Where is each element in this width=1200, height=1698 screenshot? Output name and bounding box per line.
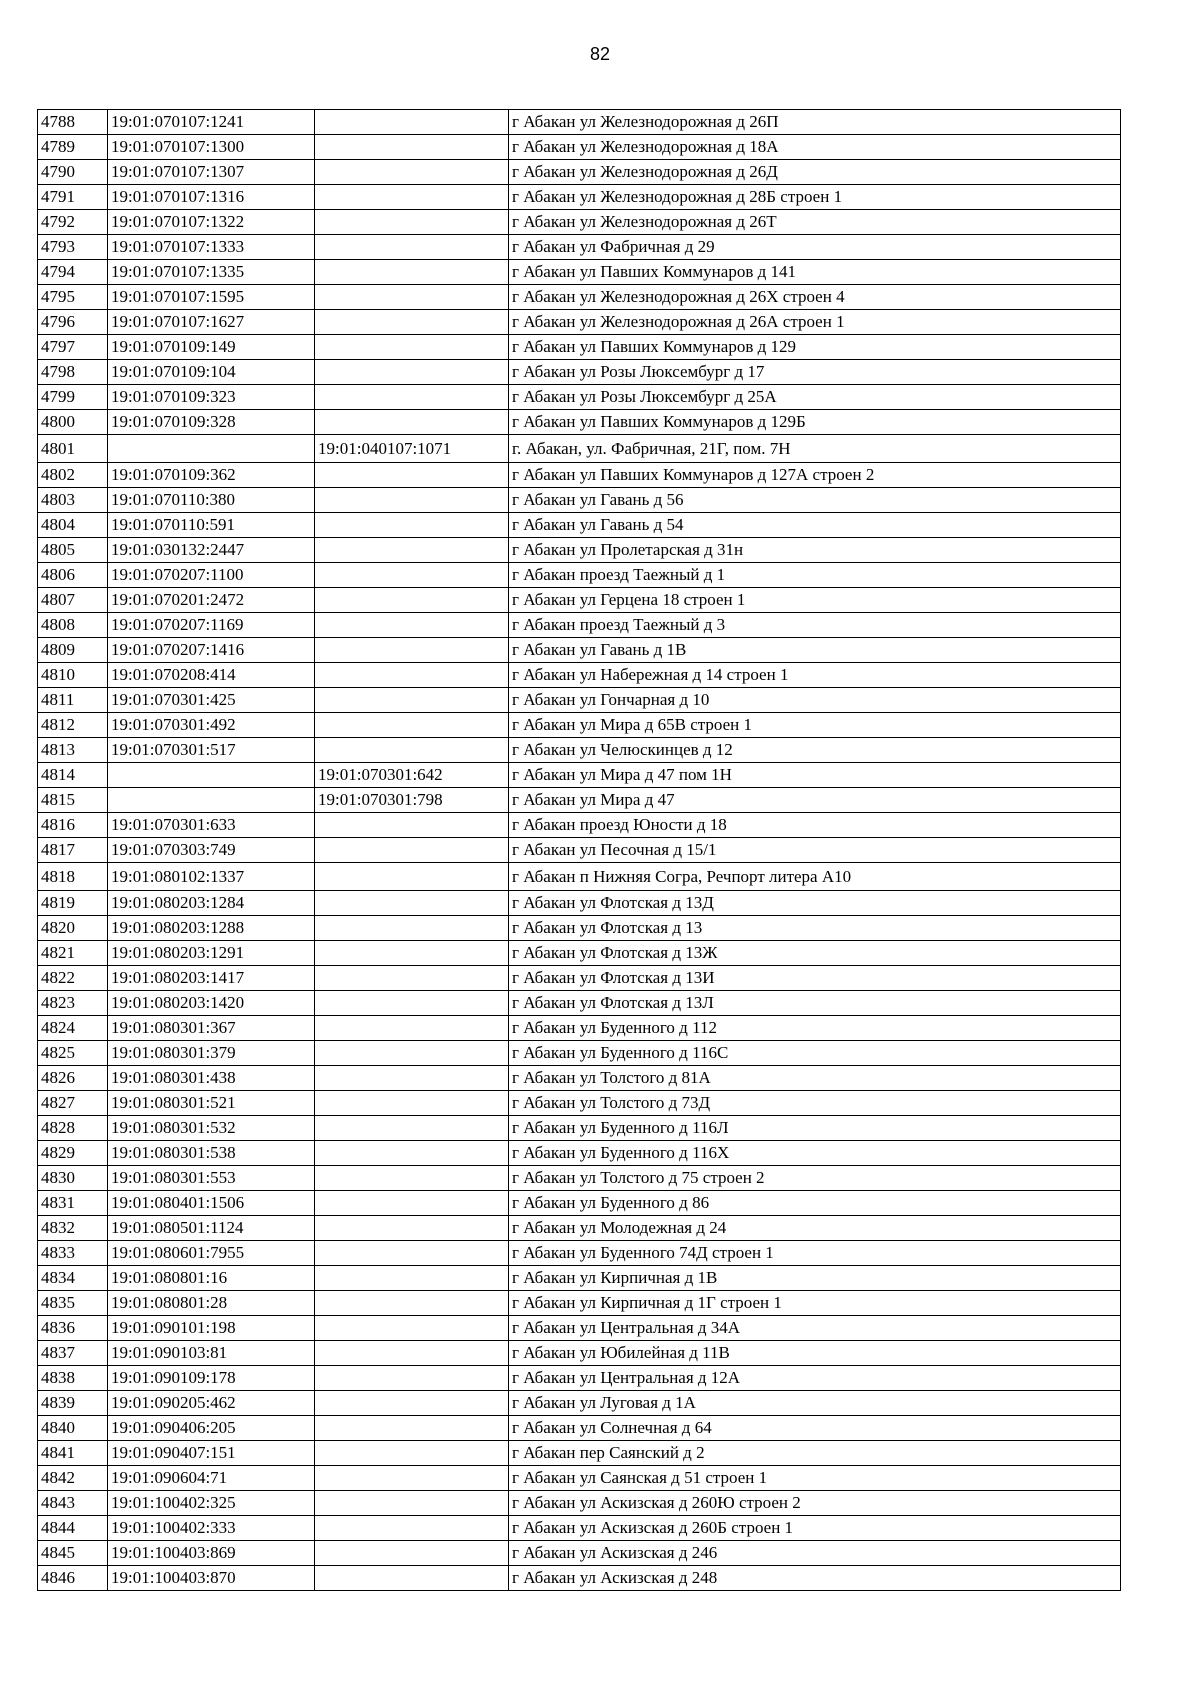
room-cadastral-number-cell [315,135,509,160]
row-number-cell: 4813 [38,738,108,763]
row-number-cell: 4788 [38,110,108,135]
row-number-cell: 4836 [38,1316,108,1341]
cadastral-number-cell: 19:01:070107:1307 [108,160,315,185]
room-cadastral-number-cell [315,335,509,360]
row-number-cell: 4834 [38,1266,108,1291]
cadastral-number-cell: 19:01:080301:532 [108,1116,315,1141]
room-cadastral-number-cell [315,310,509,335]
address-cell: г Абакан ул Центральная д 12А [509,1366,1121,1391]
table-row [38,1341,1121,1366]
address-cell: г Абакан ул Мира д 65В строен 1 [509,713,1121,738]
address-cell: г Абакан ул Толстого д 75 строен 2 [509,1166,1121,1191]
table-row [38,310,1121,335]
address-cell: г Абакан ул Железнодорожная д 26П [509,110,1121,135]
room-cadastral-number-cell: 19:01:070301:798 [315,788,509,813]
cadastral-number-cell: 19:01:080203:1284 [108,891,315,916]
address-cell: г Абакан ул Юбилейная д 11В [509,1341,1121,1366]
address-cell: г Абакан ул Фабричная д 29 [509,235,1121,260]
cadastral-number-cell: 19:01:080301:521 [108,1091,315,1116]
table-row [38,1566,1121,1591]
row-number-cell: 4824 [38,1016,108,1041]
cadastral-number-cell: 19:01:070110:380 [108,488,315,513]
room-cadastral-number-cell [315,738,509,763]
address-cell: г Абакан ул Павших Коммунаров д 141 [509,260,1121,285]
cadastral-number-cell: 19:01:100402:333 [108,1516,315,1541]
address-cell: г Абакан ул Пролетарская д 31н [509,538,1121,563]
table-row [38,1391,1121,1416]
address-cell: г Абакан ул Флотская д 13Ж [509,941,1121,966]
cadastral-number-cell: 19:01:070107:1627 [108,310,315,335]
table-row [38,1441,1121,1466]
address-cell: г Абакан ул Буденного д 86 [509,1191,1121,1216]
room-cadastral-number-cell [315,488,509,513]
address-cell: г Абакан ул Железнодорожная д 26А строен 1 [509,310,1121,335]
address-cell: г Абакан ул Железнодорожная д 26Д [509,160,1121,185]
table-row [38,385,1121,410]
cadastral-number-cell: 19:01:080203:1417 [108,966,315,991]
table-row [38,285,1121,310]
row-number-cell: 4801 [38,435,108,463]
address-cell: г Абакан ул Толстого д 73Д [509,1091,1121,1116]
address-cell: г Абакан ул Буденного д 116С [509,1041,1121,1066]
cadastral-number-cell: 19:01:070107:1595 [108,285,315,310]
cadastral-number-cell: 19:01:070301:425 [108,688,315,713]
room-cadastral-number-cell [315,563,509,588]
room-cadastral-number-cell [315,360,509,385]
cadastral-number-cell: 19:01:070207:1169 [108,613,315,638]
room-cadastral-number-cell [315,235,509,260]
row-number-cell: 4819 [38,891,108,916]
table-row [38,513,1121,538]
room-cadastral-number-cell [315,1141,509,1166]
table-row [38,1141,1121,1166]
address-cell: г Абакан ул Набережная д 14 строен 1 [509,663,1121,688]
table-row [38,916,1121,941]
cadastral-number-cell: 19:01:090205:462 [108,1391,315,1416]
table-row [38,966,1121,991]
cadastral-number-cell: 19:01:080203:1288 [108,916,315,941]
room-cadastral-number-cell [315,813,509,838]
table-row [38,210,1121,235]
address-cell: г Абакан ул Кирпичная д 1Г строен 1 [509,1291,1121,1316]
cadastral-number-cell: 19:01:080601:7955 [108,1241,315,1266]
table-row [38,410,1121,435]
cadastral-number-cell: 19:01:070207:1416 [108,638,315,663]
row-number-cell: 4833 [38,1241,108,1266]
address-cell: г Абакан ул Саянская д 51 строен 1 [509,1466,1121,1491]
room-cadastral-number-cell [315,1191,509,1216]
row-number-cell: 4799 [38,385,108,410]
row-number-cell: 4823 [38,991,108,1016]
table-row [38,463,1121,488]
address-cell: г Абакан ул Герцена 18 строен 1 [509,588,1121,613]
cadastral-number-cell: 19:01:070301:633 [108,813,315,838]
table-row [38,838,1121,863]
address-cell: г Абакан ул Луговая д 1А [509,1391,1121,1416]
registry-table-body [38,110,1121,1591]
address-cell: г Абакан ул Челюскинцев д 12 [509,738,1121,763]
address-cell: г Абакан ул Буденного 74Д строен 1 [509,1241,1121,1266]
table-row [38,688,1121,713]
table-row [38,1366,1121,1391]
row-number-cell: 4841 [38,1441,108,1466]
cadastral-number-cell: 19:01:070109:362 [108,463,315,488]
row-number-cell: 4838 [38,1366,108,1391]
room-cadastral-number-cell [315,838,509,863]
table-row [38,1091,1121,1116]
cadastral-number-cell: 19:01:080301:553 [108,1166,315,1191]
table-row [38,763,1121,788]
room-cadastral-number-cell [315,1016,509,1041]
cadastral-number-cell: 19:01:080203:1291 [108,941,315,966]
row-number-cell: 4807 [38,588,108,613]
address-cell: г Абакан ул Павших Коммунаров д 127А строен 2 [509,463,1121,488]
room-cadastral-number-cell [315,891,509,916]
registry-table [37,109,1121,1591]
address-cell: г Абакан ул Железнодорожная д 26Т [509,210,1121,235]
room-cadastral-number-cell [315,1316,509,1341]
row-number-cell: 4831 [38,1191,108,1216]
cadastral-number-cell: 19:01:090407:151 [108,1441,315,1466]
row-number-cell: 4806 [38,563,108,588]
row-number-cell: 4792 [38,210,108,235]
table-row [38,1466,1121,1491]
row-number-cell: 4826 [38,1066,108,1091]
table-row [38,1516,1121,1541]
row-number-cell: 4802 [38,463,108,488]
table-row [38,788,1121,813]
address-cell: г Абакан ул Флотская д 13Д [509,891,1121,916]
room-cadastral-number-cell [315,941,509,966]
address-cell: г Абакан ул Железнодорожная д 28Б строен 1 [509,185,1121,210]
cadastral-number-cell: 19:01:090109:178 [108,1366,315,1391]
row-number-cell: 4835 [38,1291,108,1316]
row-number-cell: 4796 [38,310,108,335]
table-row [38,135,1121,160]
row-number-cell: 4822 [38,966,108,991]
room-cadastral-number-cell [315,613,509,638]
row-number-cell: 4797 [38,335,108,360]
cadastral-number-cell [108,435,315,463]
cadastral-number-cell: 19:01:070107:1335 [108,260,315,285]
cadastral-number-cell: 19:01:080401:1506 [108,1191,315,1216]
room-cadastral-number-cell [315,1491,509,1516]
row-number-cell: 4825 [38,1041,108,1066]
row-number-cell: 4805 [38,538,108,563]
room-cadastral-number-cell [315,1291,509,1316]
row-number-cell: 4798 [38,360,108,385]
room-cadastral-number-cell [315,1166,509,1191]
address-cell: г Абакан ул Аскизская д 260Б строен 1 [509,1516,1121,1541]
address-cell: г Абакан ул Буденного д 112 [509,1016,1121,1041]
table-row [38,235,1121,260]
room-cadastral-number-cell [315,410,509,435]
row-number-cell: 4790 [38,160,108,185]
cadastral-number-cell: 19:01:080801:16 [108,1266,315,1291]
room-cadastral-number-cell [315,1391,509,1416]
room-cadastral-number-cell [315,966,509,991]
room-cadastral-number-cell [315,110,509,135]
table-row [38,110,1121,135]
room-cadastral-number-cell [315,638,509,663]
room-cadastral-number-cell [315,538,509,563]
table-row [38,1541,1121,1566]
row-number-cell: 4821 [38,941,108,966]
cadastral-number-cell: 19:01:070109:104 [108,360,315,385]
cadastral-number-cell: 19:01:070107:1241 [108,110,315,135]
address-cell: г. Абакан, ул. Фабричная, 21Г, пом. 7Н [509,435,1121,463]
table-row [38,160,1121,185]
row-number-cell: 4812 [38,713,108,738]
room-cadastral-number-cell [315,1066,509,1091]
room-cadastral-number-cell [315,588,509,613]
address-cell: г Абакан ул Флотская д 13Л [509,991,1121,1016]
cadastral-number-cell: 19:01:070110:591 [108,513,315,538]
table-row [38,1316,1121,1341]
cadastral-number-cell: 19:01:090103:81 [108,1341,315,1366]
row-number-cell: 4844 [38,1516,108,1541]
room-cadastral-number-cell [315,1241,509,1266]
room-cadastral-number-cell [315,1441,509,1466]
table-row [38,1291,1121,1316]
row-number-cell: 4810 [38,663,108,688]
cadastral-number-cell: 19:01:080203:1420 [108,991,315,1016]
address-cell: г Абакан ул Гавань д 1В [509,638,1121,663]
room-cadastral-number-cell [315,713,509,738]
address-cell: г Абакан ул Розы Люксембург д 25А [509,385,1121,410]
table-row [38,588,1121,613]
cadastral-number-cell: 19:01:090101:198 [108,1316,315,1341]
address-cell: г Абакан ул Флотская д 13И [509,966,1121,991]
address-cell: г Абакан ул Розы Люксембург д 17 [509,360,1121,385]
row-number-cell: 4843 [38,1491,108,1516]
row-number-cell: 4793 [38,235,108,260]
address-cell: г Абакан ул Молодежная д 24 [509,1216,1121,1241]
row-number-cell: 4804 [38,513,108,538]
row-number-cell: 4839 [38,1391,108,1416]
row-number-cell: 4820 [38,916,108,941]
room-cadastral-number-cell [315,688,509,713]
address-cell: г Абакан ул Буденного д 116Л [509,1116,1121,1141]
room-cadastral-number-cell [315,210,509,235]
table-row [38,738,1121,763]
address-cell: г Абакан ул Толстого д 81А [509,1066,1121,1091]
cadastral-number-cell: 19:01:070109:328 [108,410,315,435]
table-row [38,613,1121,638]
table-row [38,1216,1121,1241]
cadastral-number-cell: 19:01:080301:367 [108,1016,315,1041]
room-cadastral-number-cell [315,463,509,488]
address-cell: г Абакан ул Аскизская д 248 [509,1566,1121,1591]
row-number-cell: 4789 [38,135,108,160]
room-cadastral-number-cell [315,1341,509,1366]
room-cadastral-number-cell [315,513,509,538]
room-cadastral-number-cell [315,663,509,688]
table-row [38,185,1121,210]
row-number-cell: 4840 [38,1416,108,1441]
table-row [38,435,1121,463]
row-number-cell: 4814 [38,763,108,788]
cadastral-number-cell: 19:01:070107:1316 [108,185,315,210]
row-number-cell: 4817 [38,838,108,863]
cadastral-number-cell [108,788,315,813]
table-row [38,638,1121,663]
room-cadastral-number-cell [315,1566,509,1591]
table-row [38,488,1121,513]
address-cell: г Абакан ул Железнодорожная д 26Х строен 4 [509,285,1121,310]
room-cadastral-number-cell [315,1216,509,1241]
row-number-cell: 4829 [38,1141,108,1166]
room-cadastral-number-cell [315,285,509,310]
address-cell: г Абакан ул Аскизская д 260Ю строен 2 [509,1491,1121,1516]
room-cadastral-number-cell [315,1266,509,1291]
address-cell: г Абакан ул Мира д 47 пом 1Н [509,763,1121,788]
row-number-cell: 4845 [38,1541,108,1566]
table-row [38,1166,1121,1191]
row-number-cell: 4808 [38,613,108,638]
address-cell: г Абакан проезд Таежный д 3 [509,613,1121,638]
cadastral-number-cell: 19:01:070107:1300 [108,135,315,160]
address-cell: г Абакан ул Песочная д 15/1 [509,838,1121,863]
address-cell: г Абакан ул Гончарная д 10 [509,688,1121,713]
table-row [38,563,1121,588]
room-cadastral-number-cell [315,1516,509,1541]
room-cadastral-number-cell [315,385,509,410]
page-number: 82 [589,44,611,64]
address-cell: г Абакан ул Центральная д 34А [509,1316,1121,1341]
table-row [38,891,1121,916]
address-cell: г Абакан ул Мира д 47 [509,788,1121,813]
cadastral-number-cell: 19:01:080501:1124 [108,1216,315,1241]
room-cadastral-number-cell [315,260,509,285]
table-row [38,1041,1121,1066]
address-cell: г Абакан пер Саянский д 2 [509,1441,1121,1466]
table-row [38,1491,1121,1516]
row-number-cell: 4830 [38,1166,108,1191]
room-cadastral-number-cell [315,863,509,891]
table-row [38,813,1121,838]
address-cell: г Абакан проезд Юности д 18 [509,813,1121,838]
table-row [38,1241,1121,1266]
table-row [38,713,1121,738]
table-row [38,941,1121,966]
room-cadastral-number-cell [315,185,509,210]
cadastral-number-cell: 19:01:080801:28 [108,1291,315,1316]
table-row [38,260,1121,285]
row-number-cell: 4815 [38,788,108,813]
cadastral-number-cell: 19:01:080301:538 [108,1141,315,1166]
cadastral-number-cell: 19:01:100403:869 [108,1541,315,1566]
row-number-cell: 4846 [38,1566,108,1591]
table-row [38,1066,1121,1091]
cadastral-number-cell: 19:01:070301:492 [108,713,315,738]
cadastral-number-cell: 19:01:070301:517 [108,738,315,763]
room-cadastral-number-cell [315,1116,509,1141]
cadastral-number-cell: 19:01:100403:870 [108,1566,315,1591]
cadastral-number-cell: 19:01:090604:71 [108,1466,315,1491]
address-cell: г Абакан ул Железнодорожная д 18А [509,135,1121,160]
address-cell: г Абакан ул Павших Коммунаров д 129 [509,335,1121,360]
room-cadastral-number-cell: 19:01:070301:642 [315,763,509,788]
room-cadastral-number-cell: 19:01:040107:1071 [315,435,509,463]
table-row [38,1191,1121,1216]
room-cadastral-number-cell [315,1091,509,1116]
row-number-cell: 4827 [38,1091,108,1116]
cadastral-number-cell: 19:01:080102:1337 [108,863,315,891]
table-row [38,663,1121,688]
table-row [38,991,1121,1016]
table-row [38,863,1121,891]
cadastral-number-cell: 19:01:100402:325 [108,1491,315,1516]
table-row [38,1016,1121,1041]
cadastral-number-cell: 19:01:080301:438 [108,1066,315,1091]
room-cadastral-number-cell [315,1366,509,1391]
row-number-cell: 4837 [38,1341,108,1366]
cadastral-number-cell: 19:01:070303:749 [108,838,315,863]
address-cell: г Абакан ул Флотская д 13 [509,916,1121,941]
cadastral-number-cell: 19:01:070201:2472 [108,588,315,613]
cadastral-number-cell: 19:01:070207:1100 [108,563,315,588]
table-row [38,1266,1121,1291]
cadastral-number-cell: 19:01:030132:2447 [108,538,315,563]
cadastral-number-cell: 19:01:090406:205 [108,1416,315,1441]
table-row [38,1116,1121,1141]
address-cell: г Абакан ул Буденного д 116Х [509,1141,1121,1166]
address-cell: г Абакан п Нижняя Согра, Речпорт литера А10 [509,863,1121,891]
row-number-cell: 4803 [38,488,108,513]
row-number-cell: 4794 [38,260,108,285]
table-row [38,1416,1121,1441]
room-cadastral-number-cell [315,1041,509,1066]
table-row [38,360,1121,385]
table-row [38,538,1121,563]
table-row [38,335,1121,360]
address-cell: г Абакан ул Аскизская д 246 [509,1541,1121,1566]
address-cell: г Абакан ул Павших Коммунаров д 129Б [509,410,1121,435]
cadastral-number-cell: 19:01:080301:379 [108,1041,315,1066]
room-cadastral-number-cell [315,991,509,1016]
cadastral-number-cell: 19:01:070107:1333 [108,235,315,260]
cadastral-number-cell: 19:01:070208:414 [108,663,315,688]
address-cell: г Абакан проезд Таежный д 1 [509,563,1121,588]
row-number-cell: 4828 [38,1116,108,1141]
room-cadastral-number-cell [315,160,509,185]
row-number-cell: 4818 [38,863,108,891]
cadastral-number-cell: 19:01:070107:1322 [108,210,315,235]
cadastral-number-cell: 19:01:070109:149 [108,335,315,360]
address-cell: г Абакан ул Кирпичная д 1В [509,1266,1121,1291]
row-number-cell: 4795 [38,285,108,310]
room-cadastral-number-cell [315,916,509,941]
row-number-cell: 4809 [38,638,108,663]
room-cadastral-number-cell [315,1416,509,1441]
row-number-cell: 4832 [38,1216,108,1241]
cadastral-number-cell [108,763,315,788]
room-cadastral-number-cell [315,1541,509,1566]
room-cadastral-number-cell [315,1466,509,1491]
cadastral-number-cell: 19:01:070109:323 [108,385,315,410]
row-number-cell: 4800 [38,410,108,435]
row-number-cell: 4791 [38,185,108,210]
address-cell: г Абакан ул Солнечная д 64 [509,1416,1121,1441]
address-cell: г Абакан ул Гавань д 54 [509,513,1121,538]
row-number-cell: 4816 [38,813,108,838]
row-number-cell: 4842 [38,1466,108,1491]
row-number-cell: 4811 [38,688,108,713]
address-cell: г Абакан ул Гавань д 56 [509,488,1121,513]
